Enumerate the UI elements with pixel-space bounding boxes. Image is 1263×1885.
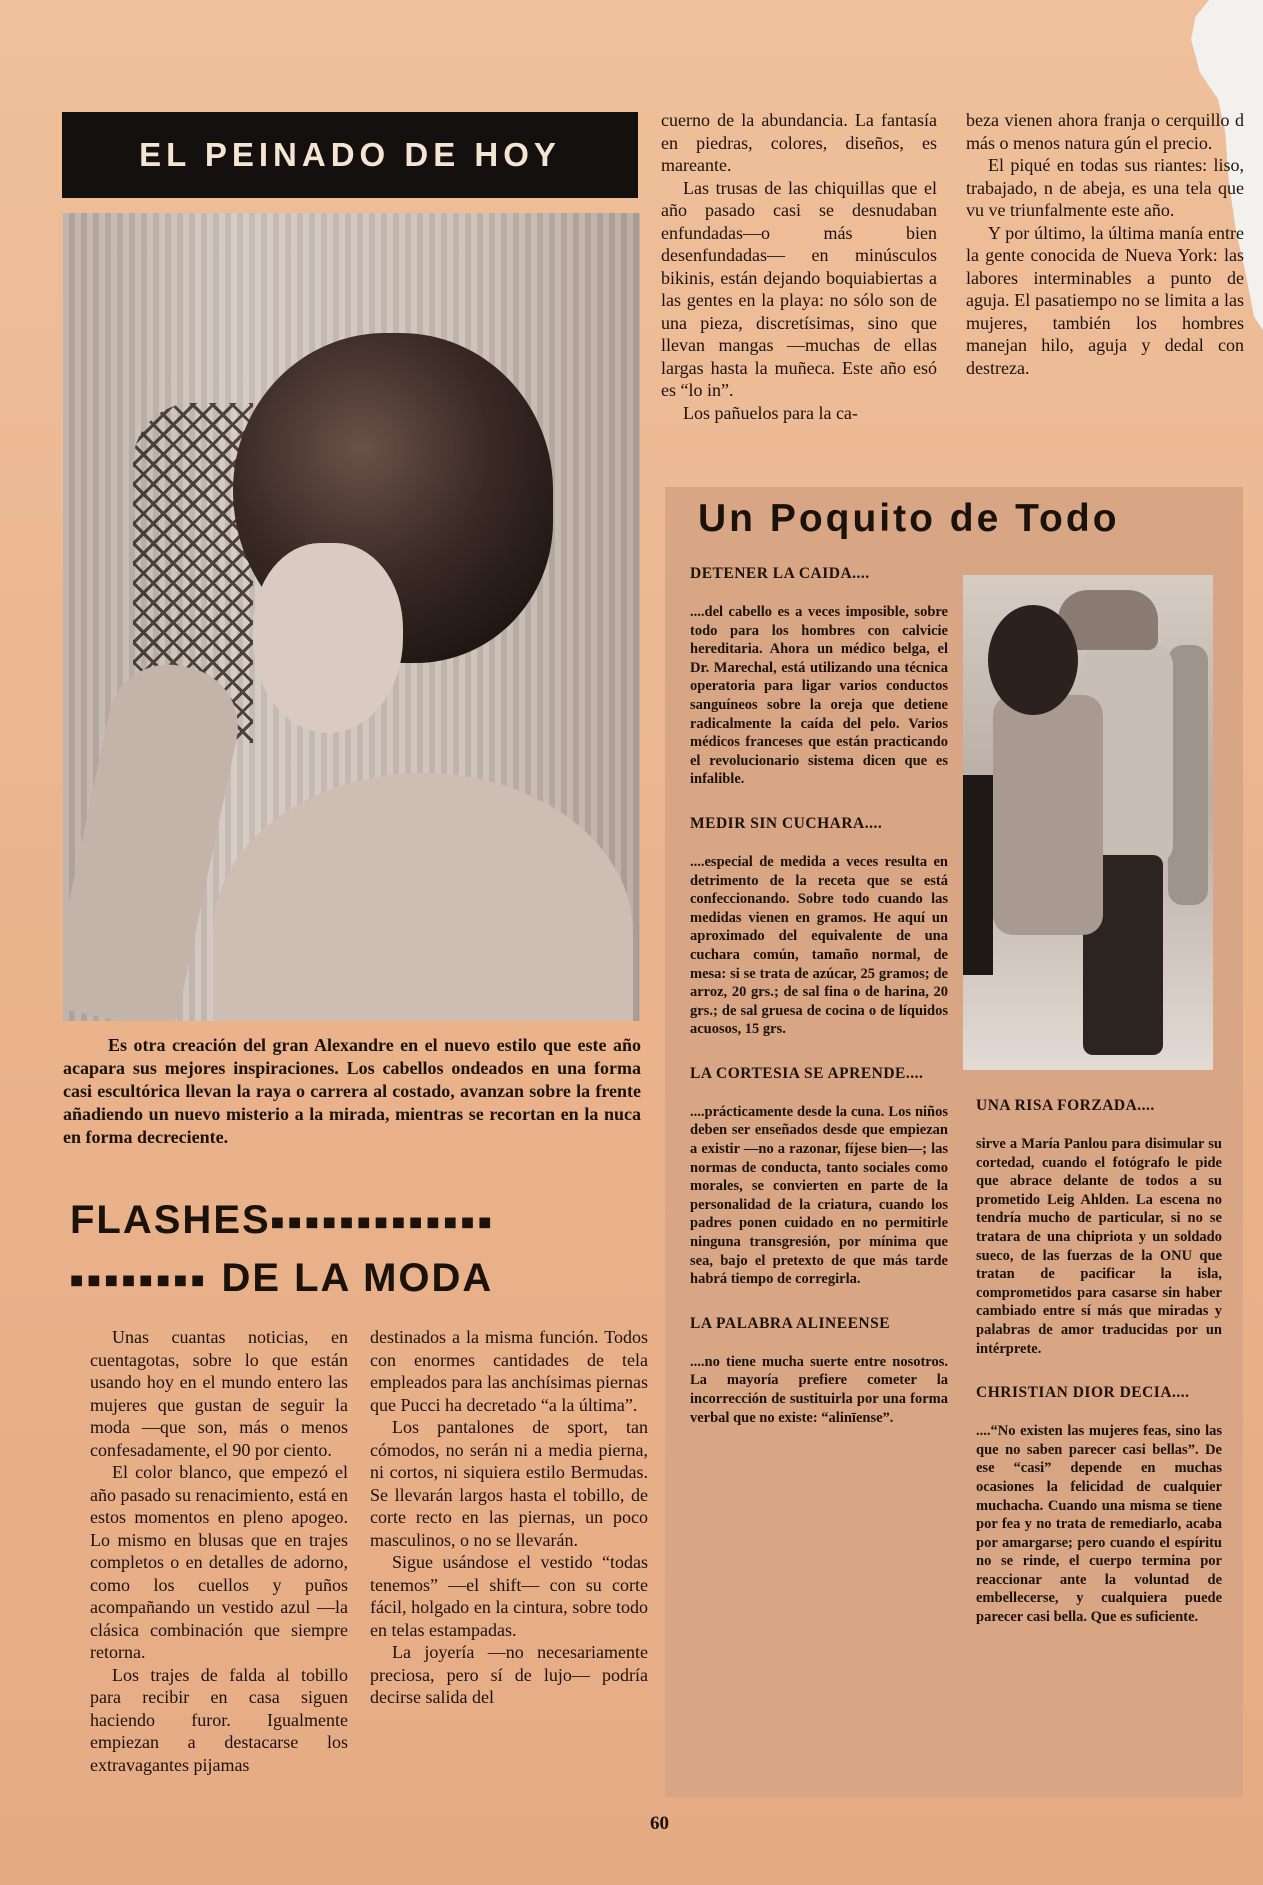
item-heading: UNA RISA FORZADA.... — [976, 1097, 1155, 1114]
poquito-title: Un Poquito de Todo — [698, 497, 1120, 540]
paragraph: Sigue usándose el vestido “todas tenemos” —el shift— con su corte fácil, holgado en la cintura, sobre todo en telas estampadas. — [370, 1552, 648, 1640]
item-text: sirve a María Panlou para disimular su cortedad, cuando el fotógrafo le pide que abrace delante de todos a su prometido Leig Ahlden. La escena no tendría mucho de particular, si no se tratara de una chipriota y un soldado sueco, de las fuerzas de la ONU que tratan de pacificar la isla, comprometidos para casarse sin haber cambiado entre sí más que miradas y palabras de amor traducidas por un intérprete. — [976, 1136, 1222, 1357]
paragraph: Los pañuelos para la ca- — [683, 402, 858, 423]
paragraph: La joyería —no necesariamente preciosa, pero sí de lujo— podría decirse salida del — [370, 1642, 648, 1707]
item-text: ....prácticamente desde la cuna. Los niños deben ser enseñados desde que empiezan a existir —no a razonar, fíjese bien—; las normas de conducta, tanto sociales como morales, se convierten en parte de la personalidad de la criatura, cuando los padres ponen cuidado en no permitirle ninguna transgresión, por mínima que sea, bajo el pretexto de que más tarde habrá tiempo de corregirla. — [690, 1103, 948, 1288]
item-text: ....del cabello es a veces imposible, sobre todo para los hombres con calvicie hereditaria. Ahora un médico belga, el Dr. Marechal, está utilizando una técnica operatoria para ligar varios conductos sanguíneos sobre la oreja que detiene radicalmente la caída del pelo. Varios médicos franceses que están practicando el revolucionario sistema dicen que es infalible. — [690, 604, 948, 788]
paragraph: Los trajes de falda al tobillo para recibir en casa siguen haciendo furor. Igualmente empiezan a destacarse los extravagantes pijamas — [90, 1664, 348, 1775]
flashes-dots: ■■■■■■■■■■■■■ — [270, 1209, 496, 1235]
flashes-column-3 — [661, 109, 937, 424]
paragraph: cuerno de la abundancia. La fantasía en piedras, colores, diseños, es mareante. — [661, 110, 937, 175]
item-heading: LA PALABRA ALINEENSE — [690, 1314, 891, 1332]
flashes-column-1 — [90, 1326, 348, 1776]
flashes-dots-2: ■■■■■■■■ — [70, 1267, 209, 1293]
flashes-title-line1 — [70, 1198, 650, 1243]
photo-bystander — [1168, 645, 1208, 905]
poquito-left-column — [690, 565, 948, 1453]
photo-doorway — [963, 775, 993, 975]
section-title: EL PEINADO DE HOY — [139, 136, 561, 173]
item-heading: MEDIR SIN CUCHARA.... — [690, 814, 883, 832]
item-heading: LA CORTESIA SE APRENDE.... — [690, 1064, 924, 1082]
paragraph: Los pantalones de sport, tan cómodos, no serán ni a media pierna, ni cortos, ni siquiera estilo Bermudas. Se llevarán largos hasta el tobillo, de corte recto en las piernas, un poco masculinos, o no se llevarán. — [370, 1417, 648, 1550]
paragraph: beza vienen ahora franja o cerquillo d más o menos natura gún el precio. — [966, 110, 1244, 153]
flashes-title-line2 — [70, 1256, 650, 1301]
page-number: 60 — [650, 1813, 669, 1834]
photo-face — [253, 543, 403, 733]
flashes-word: FLASHES — [70, 1198, 271, 1242]
paragraph: destinados a la misma función. Todos con enormes cantidades de tela empleados para las anchísimas piernas que Pucci ha decretado “a la última”. — [370, 1327, 648, 1415]
item-text: ....no tiene mucha suerte entre nosotros. La mayoría prefiere cometer la incorrección de sustituirla por una forma verbal que no existe: “alinīense”. — [690, 1353, 948, 1426]
photo-woman-dress — [993, 695, 1103, 935]
photo-caption: Es otra creación del gran Alexandre en el nuevo estilo que este año acapara sus mejores inspiraciones. Los cabellos ondeados en una forma casi escultórica llevan la raya o carrera al costado, avanzan sobre la frente añadiendo un nuevo misterio a la mirada, mientras se recortan en la nuca en forma decreciente. — [63, 1035, 641, 1147]
poquito-right-column — [976, 1097, 1222, 1653]
flashes-column-4 — [966, 109, 1244, 379]
photo-woman-hair — [988, 605, 1078, 715]
item-text: ....“No existen las mujeres feas, sino las que no saben parecer casi bellas”. De ese “casi” depende en muchas ocasiones la felicidad de cualquier muchacha. Cuando una misma se tiene por fea y no trata de remediarlo, acaba por amargarse; pero cuando el espíritu no se rinde, el cuerpo termina por reaccionar ante la voluntad de embellecerse, y cualquiera puede parecer casi bella. Que es suficiente. — [976, 1423, 1222, 1626]
hairstyle-photo — [63, 213, 640, 1021]
paragraph: Unas cuantas noticias, en cuentagotas, sobre lo que están usando hoy en el mundo entero las mujeres que gustan de seguir la moda —que son, más o menos confesadamente, el 90 por ciento. — [90, 1327, 348, 1460]
couple-photo — [963, 575, 1213, 1070]
item-heading: CHRISTIAN DIOR DECIA.... — [976, 1384, 1190, 1402]
paragraph: Las trusas de las chiquillas que el año pasado casi se desnudaban enfundadas—o más bien desenfundadas— en minúsculos bikinis, están dejando boquiabiertas a las gentes en la playa: no sólo son de una pieza, discretísimas, sino que llevan mangas —muchas de ellas largas hasta la muñeca. Este año esó es “lo in”. — [661, 177, 937, 400]
paragraph: Y por último, la última manía entre la gente conocida de Nueva York: las labores interminables a punto de aguja. El pasatiempo no se limita a las mujeres, también los hombres manejan hilo, aguja y dedal con destreza. — [966, 222, 1244, 378]
flashes-subtitle: DE LA MODA — [221, 1256, 494, 1300]
flashes-column-2 — [370, 1326, 648, 1709]
item-heading: DETENER LA CAIDA.... — [690, 565, 870, 582]
item-text: ....especial de medida a veces resulta en detrimento de la receta que se está confeccionando. Sobre todo cuando las medidas vienen en gramos. He aquí un aproximado del equivalente de una cuchara común, tamaño normal, de mesa: si se trata de azúcar, 25 gramos; de arroz, 20 grs.; de sal fina o de harina, 20 grs.; de sal gruesa de cocina o de líquidos acuosos, 15 grs. — [690, 853, 948, 1038]
paragraph: El color blanco, que empezó el año pasado su renacimiento, está en estos momentos en pleno apogeo. Lo mismo en blusas que en trajes completos o en detalles de adorno, como los cuellos y puños acompañando un vestido azul —la clásica combinación que siempre retorna. — [90, 1462, 348, 1662]
paragraph: El piqué en todas sus riantes: liso, trabajado, n de abeja, es una tela que vu ve triunfalmente este año. — [966, 155, 1244, 220]
section-banner — [62, 112, 638, 198]
